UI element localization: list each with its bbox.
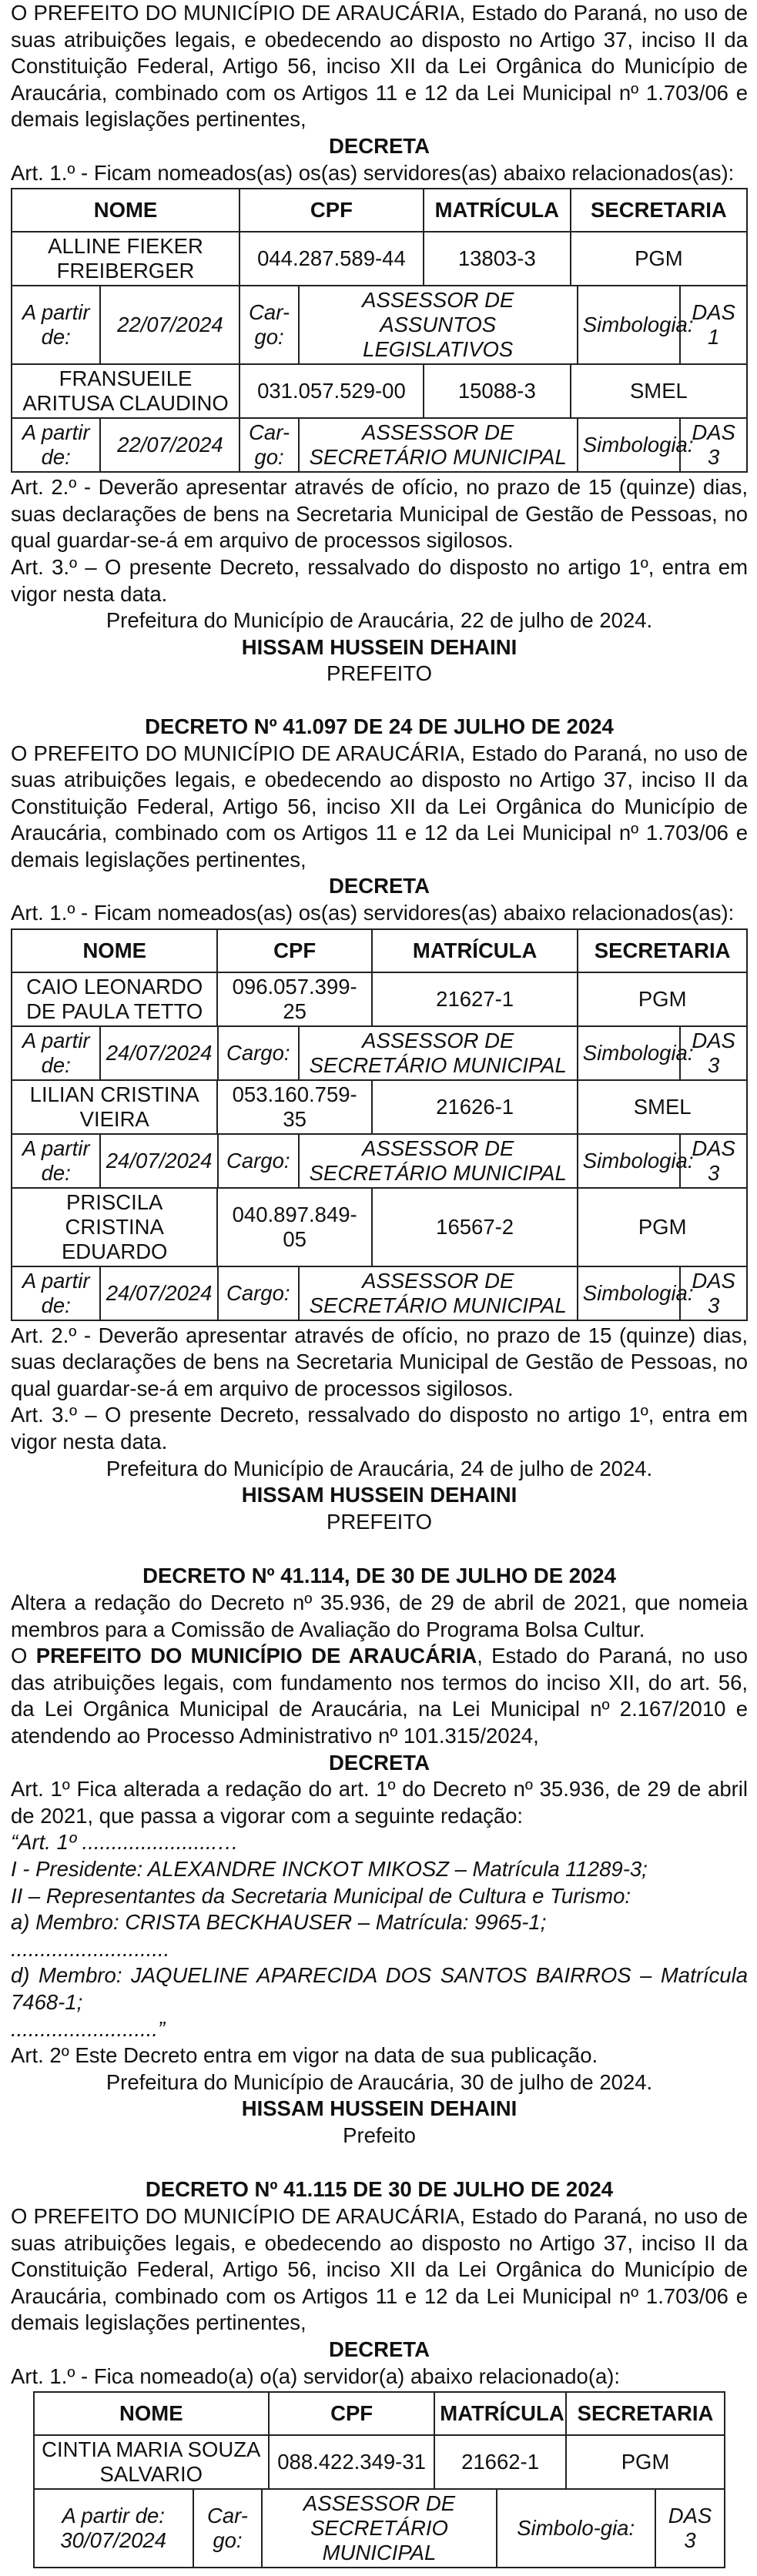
cell-data-wrap: [35, 2490, 193, 2567]
d3-intro: [11, 1643, 748, 1749]
cell-nome: FRANSUEILE ARITUSA CLAUDINO: [12, 364, 239, 418]
table-row-details: [34, 2489, 725, 2568]
d2-decreta: DECRETA: [329, 874, 430, 898]
header-matricula: MATRÍCULA: [424, 189, 571, 232]
d3-quote-line-3: II – Representantes da Secretaria Municipal de Cultura e Turismo:: [11, 1883, 631, 1908]
cell-matricula: 16567-2: [372, 1188, 578, 1266]
cell-cpf: 088.422.349-31: [269, 2435, 434, 2489]
header-secretaria: SECRETARIA: [578, 929, 747, 972]
table-row-details: [12, 1266, 747, 1320]
table-row-details: [12, 418, 747, 472]
d2-art3: Art. 3.º – O presente Decreto, ressalvado do disposto no artigo 1º, entra em vigor nesta data.: [11, 1403, 748, 1454]
table-row: [12, 972, 747, 1026]
cell-nome: ALLINE FIEKER FREIBERGER: [12, 232, 239, 286]
cell-cpf: 031.057.529-00: [239, 364, 424, 418]
cell-simbologia-label: Simbolo-gia:: [497, 2490, 655, 2567]
cell-simbologia-label: Simbologia:: [578, 419, 680, 471]
cell-nome: PRISCILA CRISTINA EDUARDO: [12, 1188, 217, 1266]
cell-das: DAS 1: [680, 286, 746, 363]
header-nome: NOME: [12, 929, 217, 972]
details-table: [12, 1027, 746, 1079]
cell-nome: CINTIA MARIA SOUZA SALVARIO: [34, 2435, 269, 2489]
cell-cargo: ASSESSOR DE SECRETÁRIO MUNICIPAL: [299, 1027, 578, 1079]
d3-intro-b: , Estado do Paraná, no uso das atribuições legais, com fundamento nos termos do inciso XII, do art. 56, da Lei Orgânica Municipal de Araucária, na Lei Municipal nº 2.167/2010 e atendendo ao Processo Administrativo nº 101.315/2024,: [11, 1644, 748, 1748]
cell-matricula: 21627-1: [372, 972, 578, 1026]
cell-secretaria: PGM: [566, 2435, 725, 2489]
header-cpf: CPF: [269, 2392, 434, 2435]
cell-cargo: ASSESSOR DE SECRETÁRIO MUNICIPAL: [299, 419, 578, 471]
cell-nome: LILIAN CRISTINA VIEIRA: [12, 1080, 217, 1134]
d3-art1: Art. 1º Fica alterada a redação do art. 1º do Decreto nº 35.936, de 29 de abril de 2021, que passa a vigorar com a seguinte redação:: [11, 1777, 748, 1828]
details-table: [12, 419, 746, 471]
cell-a-partir-label: A partir de:: [12, 1135, 100, 1187]
d3-local-data: Prefeitura do Município de Araucária, 30 de julho de 2024.: [106, 2069, 653, 2094]
cell-das: DAS 3: [680, 419, 746, 471]
cell-a-partir-label: A partir de:: [12, 1027, 100, 1079]
cell-a-partir-label: A partir de:: [62, 2504, 165, 2528]
details-table: [12, 1135, 746, 1187]
table-header: [12, 189, 747, 232]
cell-cargo-label: Cargo:: [218, 1267, 299, 1320]
table-row-details: [12, 286, 747, 364]
d2-title: DECRETO Nº 41.097 DE 24 DE JULHO DE 2024: [145, 714, 614, 738]
d3-decreta: DECRETA: [329, 1750, 430, 1775]
cell-data: 30/07/2024: [60, 2528, 166, 2553]
cell-cargo: ASSESSOR DE SECRETÁRIO MUNICIPAL: [299, 1267, 578, 1320]
d3-art2: Art. 2º Este Decreto entra em vigor na data de sua publicação.: [11, 2043, 598, 2068]
cell-das: DAS 3: [680, 1027, 746, 1079]
cell-a-partir-label: A partir de:: [12, 1267, 100, 1320]
cell-cargo-label: Cargo:: [218, 1135, 299, 1187]
spacer: [11, 687, 748, 714]
d1-art2: Art. 2.º - Deverão apresentar através de ofício, no prazo de 15 (quinze) dias, suas declarações de bens na Secretaria Municipal de Gestão de Pessoas, no qual guardar-se-á em arquivo de processos sigilosos.: [11, 475, 748, 553]
cell-das: DAS 3: [680, 1267, 746, 1320]
table-row: [12, 364, 747, 418]
d3-intro-bold: PREFEITO DO MUNICÍPIO DE ARAUCÁRIA: [35, 1644, 477, 1668]
table-row: [34, 2435, 725, 2489]
d1-prefeito-nome: HISSAM HUSSEIN DEHAINI: [241, 634, 518, 659]
cell-matricula: 21626-1: [372, 1080, 578, 1134]
cell-data: 24/07/2024: [100, 1027, 217, 1079]
d4-decreta: DECRETA: [329, 2337, 430, 2362]
table-row-details: [12, 1026, 747, 1080]
cell-nome: CAIO LEONARDO DE PAULA TETTO: [12, 972, 217, 1026]
cell-a-partir-label: A partir de:: [12, 286, 100, 363]
cell-das: DAS 3: [680, 1135, 746, 1187]
cell-simbologia-label: Simbologia:: [578, 1135, 680, 1187]
cell-secretaria: PGM: [578, 1188, 747, 1266]
table-row: [12, 1188, 747, 1266]
cell-das: DAS 3: [655, 2490, 725, 2567]
cell-cpf: 096.057.399-25: [217, 972, 372, 1026]
cell-data: 22/07/2024: [100, 419, 239, 471]
d3-prefeito-cargo: Prefeito: [343, 2123, 416, 2147]
cell-data: 22/07/2024: [100, 286, 239, 363]
d2-prefeito-nome: HISSAM HUSSEIN DEHAINI: [241, 1483, 518, 1507]
d1-preamble: O PREFEITO DO MUNICÍPIO DE ARAUCÁRIA, Estado do Paraná, no uso de suas atribuições legais, e obedecendo ao disposto no Artigo 37, inciso II da Constituição Federal, Artigo 56, inciso XII da Lei Orgânica do Município de Araucária, combinado com os Artigos 11 e 12 da Lei Municipal nº 1.703/06 e demais legislações pertinentes,: [11, 1, 748, 132]
d3-quote-line-2: I - Presidente: ALEXANDRE INCKOT MIKOSZ – Matrícula 11289-3;: [11, 1856, 648, 1881]
cell-cargo-label: Car-go:: [239, 286, 298, 363]
header-cpf: CPF: [217, 929, 372, 972]
cell-cpf: 053.160.759-35: [217, 1080, 372, 1134]
table-header: [34, 2392, 725, 2435]
cell-simbologia-label: Simbologia:: [578, 1027, 680, 1079]
d2-prefeito-cargo: PREFEITO: [326, 1509, 433, 1534]
cell-cargo-label: Car-go:: [239, 419, 298, 471]
cell-cargo-label: Cargo:: [218, 1027, 299, 1079]
header-matricula: MATRÍCULA: [434, 2392, 566, 2435]
cell-matricula: 21662-1: [434, 2435, 566, 2489]
d2-art2: Art. 2.º - Deverão apresentar através de ofício, no prazo de 15 (quinze) dias, suas declarações de bens na Secretaria Municipal de Gestão de Pessoas, no qual guardar-se-á em arquivo de processos sigilosos.: [11, 1323, 748, 1400]
table-row: [12, 232, 747, 286]
d1-art1: Art. 1.º - Ficam nomeados(as) os(as) servidores(as) abaixo relacionados(as):: [11, 160, 735, 185]
d1-local-data: Prefeitura do Município de Araucária, 22 de julho de 2024.: [106, 608, 653, 633]
d3-quote-line-5: ...........................: [11, 1936, 170, 1961]
header-secretaria: SECRETARIA: [566, 2392, 725, 2435]
d2-local-data: Prefeitura do Município de Araucária, 24 de julho de 2024.: [106, 1456, 653, 1480]
cell-secretaria: SMEL: [578, 1080, 747, 1134]
cell-cargo: ASSESSOR DE SECRETÁRIO MUNICIPAL: [262, 2490, 497, 2567]
d1-art3: Art. 3.º – O presente Decreto, ressalvado do disposto no artigo 1º, entra em vigor nesta data.: [11, 554, 748, 606]
details-table: [35, 2490, 725, 2567]
d1-prefeito-cargo: PREFEITO: [326, 661, 433, 686]
details-table: [12, 286, 746, 363]
cell-cargo: ASSESSOR DE SECRETÁRIO MUNICIPAL: [299, 1135, 578, 1187]
d3-intro-a: O: [11, 1644, 36, 1668]
cell-matricula: 15088-3: [424, 364, 571, 418]
d1-table: [11, 188, 748, 473]
cell-matricula: 13803-3: [424, 232, 571, 286]
spacer: [11, 1535, 748, 1563]
d4-art1: Art. 1.º - Fica nomeado(a) o(a) servidor(a) abaixo relacionado(a):: [11, 2364, 621, 2388]
details-table: [12, 1267, 746, 1320]
header-matricula: MATRÍCULA: [372, 929, 578, 972]
d3-ementa: Altera a redação do Decreto nº 35.936, de 29 de abril de 2021, que nomeia membros para a Comissão de Avaliação do Programa Bolsa Cultur.: [11, 1591, 748, 1641]
spacer: [11, 2149, 748, 2176]
d3-quote-line-6: d) Membro: JAQUELINE APARECIDA DOS SANTOS BAIRROS – Matrícula 7468-1;: [11, 1963, 748, 2014]
d1-decreta: DECRETA: [329, 133, 430, 158]
d2-art1: Art. 1.º - Ficam nomeados(as) os(as) servidores(as) abaixo relacionados(as):: [11, 901, 735, 925]
cell-secretaria: PGM: [571, 232, 747, 286]
d4-preamble: O PREFEITO DO MUNICÍPIO DE ARAUCÁRIA, Estado do Paraná, no uso de suas atribuições legais, e obedecendo ao disposto no Artigo 37, inciso II da Constituição Federal, Artigo 56, inciso XII da Lei Orgânica do Município de Araucária, combinado com os Artigos 11 e 12 da Lei Municipal nº 1.703/06 e demais legislações pertinentes,: [11, 2204, 748, 2335]
cell-simbologia-label: Simbologia:: [578, 1267, 680, 1320]
cell-a-partir-label: A partir de:: [12, 419, 100, 471]
d3-quote-line-4: a) Membro: CRISTA BECKHAUSER – Matrícula: 9965-1;: [11, 1910, 547, 1935]
table-row-details: [12, 1134, 747, 1188]
table-row: [12, 1080, 747, 1134]
header-nome: NOME: [34, 2392, 269, 2435]
d4-title: DECRETO Nº 41.115 DE 30 DE JULHO DE 2024: [145, 2177, 614, 2202]
cell-simbologia-label: Simbologia:: [578, 286, 680, 363]
cell-cargo-label: Car-go:: [193, 2490, 263, 2567]
header-cpf: CPF: [239, 189, 424, 232]
cell-cargo: ASSESSOR DE ASSUNTOS LEGISLATIVOS: [299, 286, 578, 363]
header-secretaria: SECRETARIA: [571, 189, 747, 232]
cell-secretaria: SMEL: [571, 364, 747, 418]
cell-cpf: 040.897.849-05: [217, 1188, 372, 1266]
d3-prefeito-nome: HISSAM HUSSEIN DEHAINI: [241, 2096, 518, 2121]
d3-title: DECRETO Nº 41.114, DE 30 DE JULHO DE 2024: [142, 1564, 616, 1588]
d3-quote-line-1: “Art. 1º .......................…: [11, 1830, 239, 1855]
d3-quote-line-7: .........................”: [11, 2016, 166, 2041]
table-header: [12, 929, 747, 972]
cell-data: 24/07/2024: [100, 1135, 217, 1187]
d2-preamble: O PREFEITO DO MUNICÍPIO DE ARAUCÁRIA, Estado do Paraná, no uso de suas atribuições legais, e obedecendo ao disposto no Artigo 37, inciso II da Constituição Federal, Artigo 56, inciso XII da Lei Orgânica do Município de Araucária, combinado com os Artigos 11 e 12 da Lei Municipal nº 1.703/06 e demais legislações pertinentes,: [11, 741, 748, 871]
cell-secretaria: PGM: [578, 972, 747, 1026]
d2-table: [11, 928, 748, 1321]
d4-table: [33, 2391, 726, 2568]
header-nome: NOME: [12, 189, 239, 232]
cell-cpf: 044.287.589-44: [239, 232, 424, 286]
cell-data: 24/07/2024: [100, 1267, 217, 1320]
